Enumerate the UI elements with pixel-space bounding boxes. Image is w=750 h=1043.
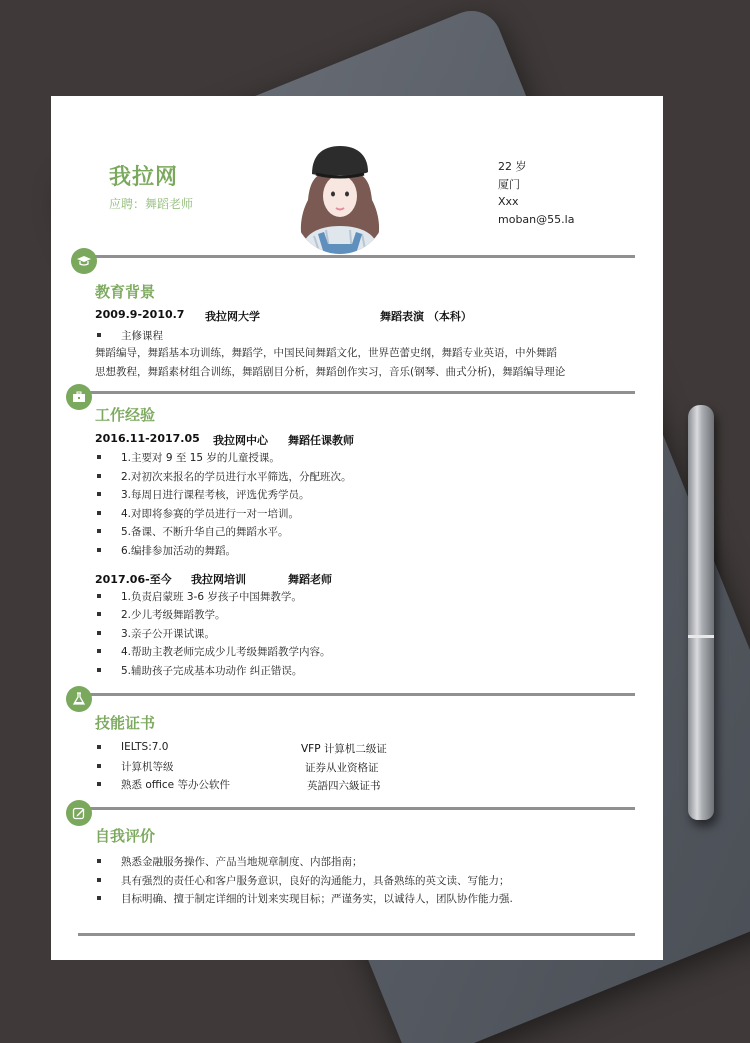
personal-info (498, 158, 574, 228)
skill-cert: VFP 计算机二级证 (301, 743, 387, 755)
section-divider (79, 255, 635, 258)
bullet-icon (97, 896, 101, 900)
job-item: 5.辅助孩子完成基本功动作 纠正错误。 (95, 661, 302, 679)
courses-list: 舞蹈编导，舞蹈基本功训练，舞蹈学，中国民间舞蹈文化，世界芭蕾史纲，舞蹈专业英语，中外舞蹈 思想教程，舞蹈素材组合训练，舞蹈剧目分析，舞蹈创作实习，音乐(钢琴、曲式分析)，舞蹈编导理论 (95, 347, 566, 378)
job-item: 1.主要对 9 至 15 岁的儿童授课。 (95, 448, 280, 466)
job-item: 3.亲子公开课试课。 (95, 624, 215, 642)
work-title: 工作经验 (95, 406, 156, 424)
city: 厦门 (498, 177, 520, 191)
section-divider (79, 693, 635, 696)
self-eval-item: 熟悉金融服务操作、产品当地规章制度、内部指南； (95, 852, 363, 870)
candidate-name: 我拉网 (109, 165, 179, 190)
bullet-icon (97, 529, 101, 533)
bullet-icon (97, 612, 101, 616)
job-item: 3.每周日进行课程考核，评选优秀学员。 (95, 485, 310, 503)
graduation-cap-icon (71, 248, 97, 274)
self-eval-item: 目标明确、擅于制定详细的计划来实现目标；严谨务实，以诚待人，团队协作能力强. (95, 889, 513, 907)
flask-icon (66, 686, 92, 712)
job-period: 2017.06-至今 (95, 573, 172, 586)
courses-label: 主修课程 (95, 326, 163, 344)
applied-position: 应聘：舞蹈老师 (109, 197, 194, 211)
skill-item: 熟悉 office 等办公软件 (95, 775, 230, 793)
bullet-icon (97, 878, 101, 882)
skill-item: 计算机等级 (95, 757, 174, 775)
self-eval-title: 自我评价 (95, 827, 156, 845)
briefcase-icon (66, 384, 92, 410)
self-eval-item: 具有强烈的责任心和客户服务意识，良好的沟通能力，具备熟练的英文读、写能力； (95, 871, 510, 889)
job-role: 舞蹈老师 (288, 573, 332, 586)
job-item: 2.对初次来报名的学员进行水平筛选，分配班次。 (95, 467, 352, 485)
education-school: 我拉网大学 (205, 310, 260, 323)
education-period: 2009.9-2010.7 (95, 308, 185, 321)
bullet-icon (97, 782, 101, 786)
bullet-icon (97, 548, 101, 552)
bullet-icon (97, 455, 101, 459)
job-item: 2.少儿考级舞蹈教学。 (95, 605, 226, 623)
skill-cert: 证券从业资格证 (305, 762, 379, 774)
job-item: 4.帮助主教老师完成少儿考级舞蹈教学内容。 (95, 642, 331, 660)
bullet-icon (97, 764, 101, 768)
edit-icon (66, 800, 92, 826)
bullet-icon (97, 745, 101, 749)
skill-cert: 英語四六級证书 (307, 780, 381, 792)
section-divider (79, 807, 635, 810)
resume-page (51, 96, 663, 960)
age: 22 岁 (498, 160, 527, 173)
job-period: 2016.11-2017.05 (95, 432, 200, 445)
bullet-icon (97, 594, 101, 598)
bullet-icon (97, 333, 101, 337)
skill-item: IELTS:7.0 (95, 738, 168, 756)
bullet-icon (97, 492, 101, 496)
job-company: 我拉网中心 (213, 434, 268, 447)
avatar (294, 140, 386, 254)
bullet-icon (97, 649, 101, 653)
footer-divider (78, 933, 635, 936)
job-role: 舞蹈任课教师 (288, 434, 354, 447)
section-divider (79, 391, 635, 394)
skills-title: 技能证书 (95, 714, 156, 732)
bullet-icon (97, 668, 101, 672)
education-title: 教育背景 (95, 283, 156, 301)
job-item: 4.对即将参赛的学员进行一对一培训。 (95, 504, 299, 522)
bullet-icon (97, 511, 101, 515)
background-pen (688, 405, 714, 820)
bullet-icon (97, 474, 101, 478)
bullet-icon (97, 631, 101, 635)
phone: Xxx (498, 195, 519, 208)
education-major: 舞蹈表演 （本科） (380, 310, 472, 323)
job-item: 1.负责启蒙班 3-6 岁孩子中国舞教学。 (95, 587, 302, 605)
bullet-icon (97, 859, 101, 863)
job-company: 我拉网培训 (191, 573, 246, 586)
job-item: 6.编排参加活动的舞蹈。 (95, 541, 236, 559)
email: moban@55.la (498, 212, 575, 226)
job-item: 5.备课、不断升华自己的舞蹈水平。 (95, 522, 289, 540)
